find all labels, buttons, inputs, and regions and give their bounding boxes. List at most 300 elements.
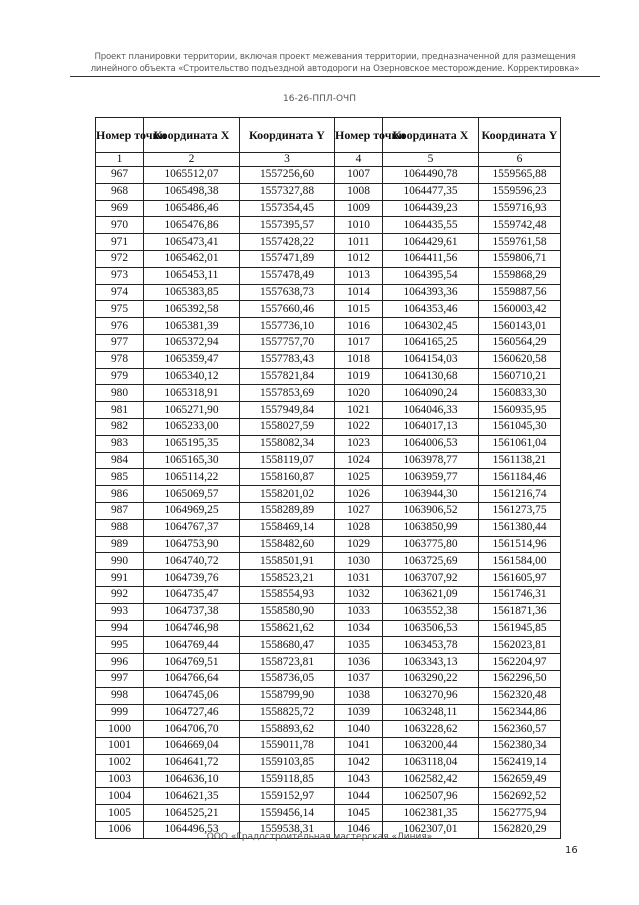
- table-row: [96, 570, 561, 587]
- coord-x-cell: 1062381,35: [383, 805, 479, 822]
- point-number-cell: 1039: [335, 704, 383, 721]
- point-number-cell: 967: [96, 167, 144, 184]
- point-number-cell: 1009: [335, 200, 383, 217]
- coord-y-cell: 1558119,07: [240, 452, 335, 469]
- coord-y-cell: 1558680,47: [240, 637, 335, 654]
- table-row: [96, 217, 561, 234]
- coord-x-cell: 1064746,98: [144, 620, 240, 637]
- coord-y-cell: 1562775,94: [479, 805, 561, 822]
- point-number-cell: 1011: [335, 234, 383, 251]
- coord-x-cell: 1063453,78: [383, 637, 479, 654]
- point-number-cell: 1013: [335, 267, 383, 284]
- point-number-cell: 1004: [96, 788, 144, 805]
- coord-y-cell: 1559868,29: [479, 267, 561, 284]
- point-number-cell: 981: [96, 402, 144, 419]
- coord-x-cell: 1064435,55: [383, 217, 479, 234]
- coord-y-cell: 1557736,10: [240, 318, 335, 335]
- coord-y-cell: 1558799,90: [240, 687, 335, 704]
- coord-y-cell: 1558289,89: [240, 502, 335, 519]
- coord-x-cell: 1064636,10: [144, 771, 240, 788]
- coord-y-cell: 1557327,88: [240, 183, 335, 200]
- coord-y-cell: 1558825,72: [240, 704, 335, 721]
- coord-x-cell: 1065453,11: [144, 267, 240, 284]
- table-row: [96, 687, 561, 704]
- coord-x-cell: 1063850,99: [383, 519, 479, 536]
- point-number-cell: 1008: [335, 183, 383, 200]
- point-number-cell: 1028: [335, 519, 383, 536]
- table-row: [96, 654, 561, 671]
- coord-y-cell: 1558482,60: [240, 536, 335, 553]
- table-row: [96, 351, 561, 368]
- coord-y-cell: 1557428,22: [240, 234, 335, 251]
- table-row: [96, 738, 561, 755]
- coord-y-cell: 1561605,97: [479, 570, 561, 587]
- table-row: [96, 368, 561, 385]
- point-number-cell: 1035: [335, 637, 383, 654]
- coord-x-cell: 1063959,77: [383, 469, 479, 486]
- table-row: [96, 469, 561, 486]
- point-number-cell: 1020: [335, 385, 383, 402]
- point-number-cell: 972: [96, 250, 144, 267]
- coord-x-cell: 1062582,42: [383, 771, 479, 788]
- coord-y-cell: 1562419,14: [479, 754, 561, 771]
- coord-y-cell: 1561184,46: [479, 469, 561, 486]
- coord-y-cell: 1559011,78: [240, 738, 335, 755]
- table-row: [96, 284, 561, 301]
- coord-x-cell: 1064735,47: [144, 586, 240, 603]
- coord-x-cell: 1063343,13: [383, 654, 479, 671]
- coord-x-cell: 1063707,92: [383, 570, 479, 587]
- coord-y-cell: 1562296,50: [479, 670, 561, 687]
- point-number-cell: 974: [96, 284, 144, 301]
- coord-y-cell: 1561138,21: [479, 452, 561, 469]
- coord-y-cell: 1557256,60: [240, 167, 335, 184]
- coord-y-cell: 1561380,44: [479, 519, 561, 536]
- coord-y-cell: 1558201,02: [240, 486, 335, 503]
- coord-y-cell: 1557783,43: [240, 351, 335, 368]
- point-number-cell: 989: [96, 536, 144, 553]
- coord-y-cell: 1559456,14: [240, 805, 335, 822]
- coord-x-cell: 1063978,77: [383, 452, 479, 469]
- coord-x-cell: 1065392,58: [144, 301, 240, 318]
- column-header-point-number: Номер точки: [96, 118, 144, 153]
- coord-y-cell: 1557949,84: [240, 402, 335, 419]
- coord-y-cell: 1562692,52: [479, 788, 561, 805]
- coord-y-cell: 1559538,31: [240, 822, 335, 839]
- point-number-cell: 985: [96, 469, 144, 486]
- coord-y-cell: 1559565,88: [479, 167, 561, 184]
- point-number-cell: 975: [96, 301, 144, 318]
- coord-x-cell: 1064046,33: [383, 402, 479, 419]
- coord-y-cell: 1562659,49: [479, 771, 561, 788]
- table-row: [96, 435, 561, 452]
- coord-x-cell: 1065383,85: [144, 284, 240, 301]
- coord-x-cell: 1065462,01: [144, 250, 240, 267]
- coord-x-cell: 1063270,96: [383, 687, 479, 704]
- table-row: [96, 486, 561, 503]
- point-number-cell: 1006: [96, 822, 144, 839]
- coord-y-cell: 1560003,42: [479, 301, 561, 318]
- coord-x-cell: 1063118,04: [383, 754, 479, 771]
- coord-y-cell: 1562320,48: [479, 687, 561, 704]
- coord-y-cell: 1562360,57: [479, 721, 561, 738]
- point-number-cell: 976: [96, 318, 144, 335]
- point-number-cell: 1031: [335, 570, 383, 587]
- coordinates-table: [95, 117, 561, 839]
- coord-x-cell: 1064395,54: [383, 267, 479, 284]
- column-header-coord-y: Координата Y: [240, 118, 335, 153]
- coord-y-cell: 1562023,81: [479, 637, 561, 654]
- coord-y-cell: 1559103,85: [240, 754, 335, 771]
- coord-x-cell: 1064090,24: [383, 385, 479, 402]
- coord-y-cell: 1562820,29: [479, 822, 561, 839]
- coord-y-cell: 1559716,93: [479, 200, 561, 217]
- point-number-cell: 997: [96, 670, 144, 687]
- coord-y-cell: 1557638,73: [240, 284, 335, 301]
- coord-x-cell: 1064737,38: [144, 603, 240, 620]
- column-header-coord-x: Координата X: [144, 118, 240, 153]
- table-row: [96, 267, 561, 284]
- coord-x-cell: 1065498,38: [144, 183, 240, 200]
- coord-y-cell: 1557660,46: [240, 301, 335, 318]
- coord-y-cell: 1559152,97: [240, 788, 335, 805]
- table-row: [96, 502, 561, 519]
- coord-y-cell: 1557395,57: [240, 217, 335, 234]
- point-number-cell: 1016: [335, 318, 383, 335]
- coord-y-cell: 1559118,85: [240, 771, 335, 788]
- coord-x-cell: 1063248,11: [383, 704, 479, 721]
- header-title-line2: линейного объекта «Строительство подъездной автодороги на Озерновское месторождение. Корректировка»: [70, 64, 600, 78]
- table-row: [96, 754, 561, 771]
- coord-x-cell: 1065195,35: [144, 435, 240, 452]
- coord-x-cell: 1064740,72: [144, 553, 240, 570]
- coord-x-cell: 1064621,35: [144, 788, 240, 805]
- coord-x-cell: 1062507,96: [383, 788, 479, 805]
- coord-x-cell: 1065372,94: [144, 334, 240, 351]
- table-row: [96, 183, 561, 200]
- point-number-cell: 979: [96, 368, 144, 385]
- document-code: 16-26-ППЛ-ОЧП: [283, 94, 356, 104]
- point-number-cell: 999: [96, 704, 144, 721]
- coord-x-cell: 1063725,69: [383, 553, 479, 570]
- coord-y-cell: 1557821,84: [240, 368, 335, 385]
- coord-x-cell: 1065318,91: [144, 385, 240, 402]
- point-number-cell: 1042: [335, 754, 383, 771]
- point-number-cell: 1046: [335, 822, 383, 839]
- coord-x-cell: 1064727,46: [144, 704, 240, 721]
- point-number-cell: 1019: [335, 368, 383, 385]
- coord-x-cell: 1064006,53: [383, 435, 479, 452]
- table-row: [96, 519, 561, 536]
- coord-x-cell: 1065340,12: [144, 368, 240, 385]
- point-number-cell: 1002: [96, 754, 144, 771]
- table-row: [96, 418, 561, 435]
- coord-x-cell: 1064641,72: [144, 754, 240, 771]
- coord-x-cell: 1064969,25: [144, 502, 240, 519]
- point-number-cell: 994: [96, 620, 144, 637]
- column-header-point-number-2: Номер точки: [335, 118, 383, 153]
- table-header-row: [96, 118, 561, 153]
- point-number-cell: 1041: [335, 738, 383, 755]
- point-number-cell: 1018: [335, 351, 383, 368]
- coord-y-cell: 1561746,31: [479, 586, 561, 603]
- point-number-cell: 1029: [335, 536, 383, 553]
- point-number-cell: 1010: [335, 217, 383, 234]
- coord-x-cell: 1064477,35: [383, 183, 479, 200]
- point-number-cell: 1015: [335, 301, 383, 318]
- point-number-cell: 1034: [335, 620, 383, 637]
- point-number-cell: 1001: [96, 738, 144, 755]
- coord-y-cell: 1558621,62: [240, 620, 335, 637]
- coord-x-cell: 1063775,80: [383, 536, 479, 553]
- coord-y-cell: 1561514,96: [479, 536, 561, 553]
- table-row: [96, 318, 561, 335]
- point-number-cell: 1005: [96, 805, 144, 822]
- point-number-cell: 998: [96, 687, 144, 704]
- coord-x-cell: 1065233,00: [144, 418, 240, 435]
- table-row: [96, 167, 561, 184]
- point-number-cell: 1030: [335, 553, 383, 570]
- point-number-cell: 1024: [335, 452, 383, 469]
- coord-x-cell: 1064739,76: [144, 570, 240, 587]
- table-row: [96, 234, 561, 251]
- coord-y-cell: 1557853,69: [240, 385, 335, 402]
- coord-y-cell: 1560710,21: [479, 368, 561, 385]
- table-row: [96, 200, 561, 217]
- point-number-cell: 1027: [335, 502, 383, 519]
- coord-x-cell: 1065114,22: [144, 469, 240, 486]
- point-number-cell: 1022: [335, 418, 383, 435]
- table-row: [96, 301, 561, 318]
- point-number-cell: 970: [96, 217, 144, 234]
- coord-x-cell: 1064302,45: [383, 318, 479, 335]
- coord-y-cell: 1558469,14: [240, 519, 335, 536]
- coord-x-cell: 1065486,46: [144, 200, 240, 217]
- point-number-cell: 1007: [335, 167, 383, 184]
- point-number-cell: 1045: [335, 805, 383, 822]
- point-number-cell: 990: [96, 553, 144, 570]
- table-row: [96, 670, 561, 687]
- coord-x-cell: 1065476,86: [144, 217, 240, 234]
- coord-y-cell: 1562380,34: [479, 738, 561, 755]
- coord-y-cell: 1562344,86: [479, 704, 561, 721]
- point-number-cell: 1021: [335, 402, 383, 419]
- coord-x-cell: 1065271,90: [144, 402, 240, 419]
- table-row: [96, 771, 561, 788]
- point-number-cell: 983: [96, 435, 144, 452]
- header-title-line1: Проект планировки территории, включая проект межевания территории, предназначенной для размещения: [94, 52, 576, 62]
- coord-x-cell: 1063944,30: [383, 486, 479, 503]
- point-number-cell: 971: [96, 234, 144, 251]
- coord-y-cell: 1557757,70: [240, 334, 335, 351]
- coord-x-cell: 1064745,06: [144, 687, 240, 704]
- coord-y-cell: 1559742,48: [479, 217, 561, 234]
- column-number: 2: [144, 153, 240, 167]
- point-number-cell: 993: [96, 603, 144, 620]
- coord-x-cell: 1065512,07: [144, 167, 240, 184]
- table-row: [96, 385, 561, 402]
- column-number: 3: [240, 153, 335, 167]
- point-number-cell: 1012: [335, 250, 383, 267]
- coord-x-cell: 1064490,78: [383, 167, 479, 184]
- coord-y-cell: 1561045,30: [479, 418, 561, 435]
- point-number-cell: 1044: [335, 788, 383, 805]
- coord-x-cell: 1063552,38: [383, 603, 479, 620]
- point-number-cell: 968: [96, 183, 144, 200]
- point-number-cell: 1043: [335, 771, 383, 788]
- coord-y-cell: 1559761,58: [479, 234, 561, 251]
- coord-x-cell: 1063290,22: [383, 670, 479, 687]
- table-row: [96, 536, 561, 553]
- table-row: [96, 805, 561, 822]
- point-number-cell: 987: [96, 502, 144, 519]
- column-number: 6: [479, 153, 561, 167]
- point-number-cell: 995: [96, 637, 144, 654]
- table-row: [96, 704, 561, 721]
- coord-x-cell: 1064130,68: [383, 368, 479, 385]
- point-number-cell: 986: [96, 486, 144, 503]
- coord-x-cell: 1063506,53: [383, 620, 479, 637]
- point-number-cell: 978: [96, 351, 144, 368]
- coord-y-cell: 1559596,23: [479, 183, 561, 200]
- coord-y-cell: 1557478,49: [240, 267, 335, 284]
- coord-y-cell: 1558580,90: [240, 603, 335, 620]
- document-header: [70, 52, 600, 77]
- coord-x-cell: 1065069,57: [144, 486, 240, 503]
- column-number: 5: [383, 153, 479, 167]
- point-number-cell: 984: [96, 452, 144, 469]
- point-number-cell: 992: [96, 586, 144, 603]
- point-number-cell: 1036: [335, 654, 383, 671]
- point-number-cell: 988: [96, 519, 144, 536]
- table-row: [96, 721, 561, 738]
- coord-x-cell: 1063228,62: [383, 721, 479, 738]
- point-number-cell: 991: [96, 570, 144, 587]
- point-number-cell: 1032: [335, 586, 383, 603]
- column-header-coord-x-2: Координата X: [383, 118, 479, 153]
- coord-x-cell: 1063621,09: [383, 586, 479, 603]
- table-row: [96, 586, 561, 603]
- point-number-cell: 969: [96, 200, 144, 217]
- coord-x-cell: 1064753,90: [144, 536, 240, 553]
- table-row: [96, 553, 561, 570]
- coord-x-cell: 1064017,13: [383, 418, 479, 435]
- coord-y-cell: 1558523,21: [240, 570, 335, 587]
- coord-x-cell: 1064411,56: [383, 250, 479, 267]
- footer-organization: ООО «Градостроительная мастерская «Линия»: [206, 832, 433, 842]
- coord-x-cell: 1064496,53: [144, 822, 240, 839]
- point-number-cell: 1003: [96, 771, 144, 788]
- point-number-cell: 973: [96, 267, 144, 284]
- coord-x-cell: 1065359,47: [144, 351, 240, 368]
- coord-y-cell: 1558723,81: [240, 654, 335, 671]
- coord-y-cell: 1560833,30: [479, 385, 561, 402]
- coord-y-cell: 1560935,95: [479, 402, 561, 419]
- coord-y-cell: 1558160,87: [240, 469, 335, 486]
- coord-x-cell: 1064769,51: [144, 654, 240, 671]
- table-row: [96, 637, 561, 654]
- point-number-cell: 977: [96, 334, 144, 351]
- coord-y-cell: 1557471,89: [240, 250, 335, 267]
- coord-y-cell: 1558736,05: [240, 670, 335, 687]
- page-number: 16: [565, 845, 578, 856]
- coord-x-cell: 1063200,44: [383, 738, 479, 755]
- coord-y-cell: 1561273,75: [479, 502, 561, 519]
- point-number-cell: 1040: [335, 721, 383, 738]
- table-body: [96, 167, 561, 839]
- table-row: [96, 250, 561, 267]
- table-row: [96, 788, 561, 805]
- coord-x-cell: 1062307,01: [383, 822, 479, 839]
- coord-y-cell: 1561871,36: [479, 603, 561, 620]
- coord-y-cell: 1559887,56: [479, 284, 561, 301]
- coord-y-cell: 1558893,62: [240, 721, 335, 738]
- coord-x-cell: 1065473,41: [144, 234, 240, 251]
- point-number-cell: 996: [96, 654, 144, 671]
- coord-y-cell: 1561061,04: [479, 435, 561, 452]
- table-row: [96, 452, 561, 469]
- point-number-cell: 1023: [335, 435, 383, 452]
- point-number-cell: 1017: [335, 334, 383, 351]
- coord-y-cell: 1558501,91: [240, 553, 335, 570]
- point-number-cell: 1014: [335, 284, 383, 301]
- coord-x-cell: 1064767,37: [144, 519, 240, 536]
- coord-x-cell: 1064353,46: [383, 301, 479, 318]
- coord-x-cell: 1064165,25: [383, 334, 479, 351]
- coord-x-cell: 1064669,04: [144, 738, 240, 755]
- column-header-coord-y-2: Координата Y: [479, 118, 561, 153]
- table-row: [96, 402, 561, 419]
- table-row: [96, 620, 561, 637]
- coord-x-cell: 1065381,39: [144, 318, 240, 335]
- coord-y-cell: 1561584,00: [479, 553, 561, 570]
- coord-y-cell: 1560143,01: [479, 318, 561, 335]
- column-number-row: [96, 153, 561, 167]
- coord-y-cell: 1560620,58: [479, 351, 561, 368]
- point-number-cell: 1025: [335, 469, 383, 486]
- coord-x-cell: 1065165,30: [144, 452, 240, 469]
- column-number: 1: [96, 153, 144, 167]
- coord-y-cell: 1558027,59: [240, 418, 335, 435]
- point-number-cell: 980: [96, 385, 144, 402]
- coord-x-cell: 1064769,44: [144, 637, 240, 654]
- coord-x-cell: 1064393,36: [383, 284, 479, 301]
- table-row: [96, 334, 561, 351]
- coord-y-cell: 1557354,45: [240, 200, 335, 217]
- coord-x-cell: 1064439,23: [383, 200, 479, 217]
- coord-y-cell: 1562204,97: [479, 654, 561, 671]
- column-number: 4: [335, 153, 383, 167]
- coord-x-cell: 1064706,70: [144, 721, 240, 738]
- coord-y-cell: 1560564,29: [479, 334, 561, 351]
- coord-x-cell: 1064429,61: [383, 234, 479, 251]
- coord-y-cell: 1558554,93: [240, 586, 335, 603]
- coord-y-cell: 1558082,34: [240, 435, 335, 452]
- coord-x-cell: 1064525,21: [144, 805, 240, 822]
- point-number-cell: 1037: [335, 670, 383, 687]
- coord-x-cell: 1064766,64: [144, 670, 240, 687]
- table-row: [96, 603, 561, 620]
- coord-y-cell: 1559806,71: [479, 250, 561, 267]
- coord-x-cell: 1064154,03: [383, 351, 479, 368]
- coord-y-cell: 1561945,85: [479, 620, 561, 637]
- point-number-cell: 1038: [335, 687, 383, 704]
- point-number-cell: 982: [96, 418, 144, 435]
- point-number-cell: 1026: [335, 486, 383, 503]
- point-number-cell: 1000: [96, 721, 144, 738]
- coord-y-cell: 1561216,74: [479, 486, 561, 503]
- point-number-cell: 1033: [335, 603, 383, 620]
